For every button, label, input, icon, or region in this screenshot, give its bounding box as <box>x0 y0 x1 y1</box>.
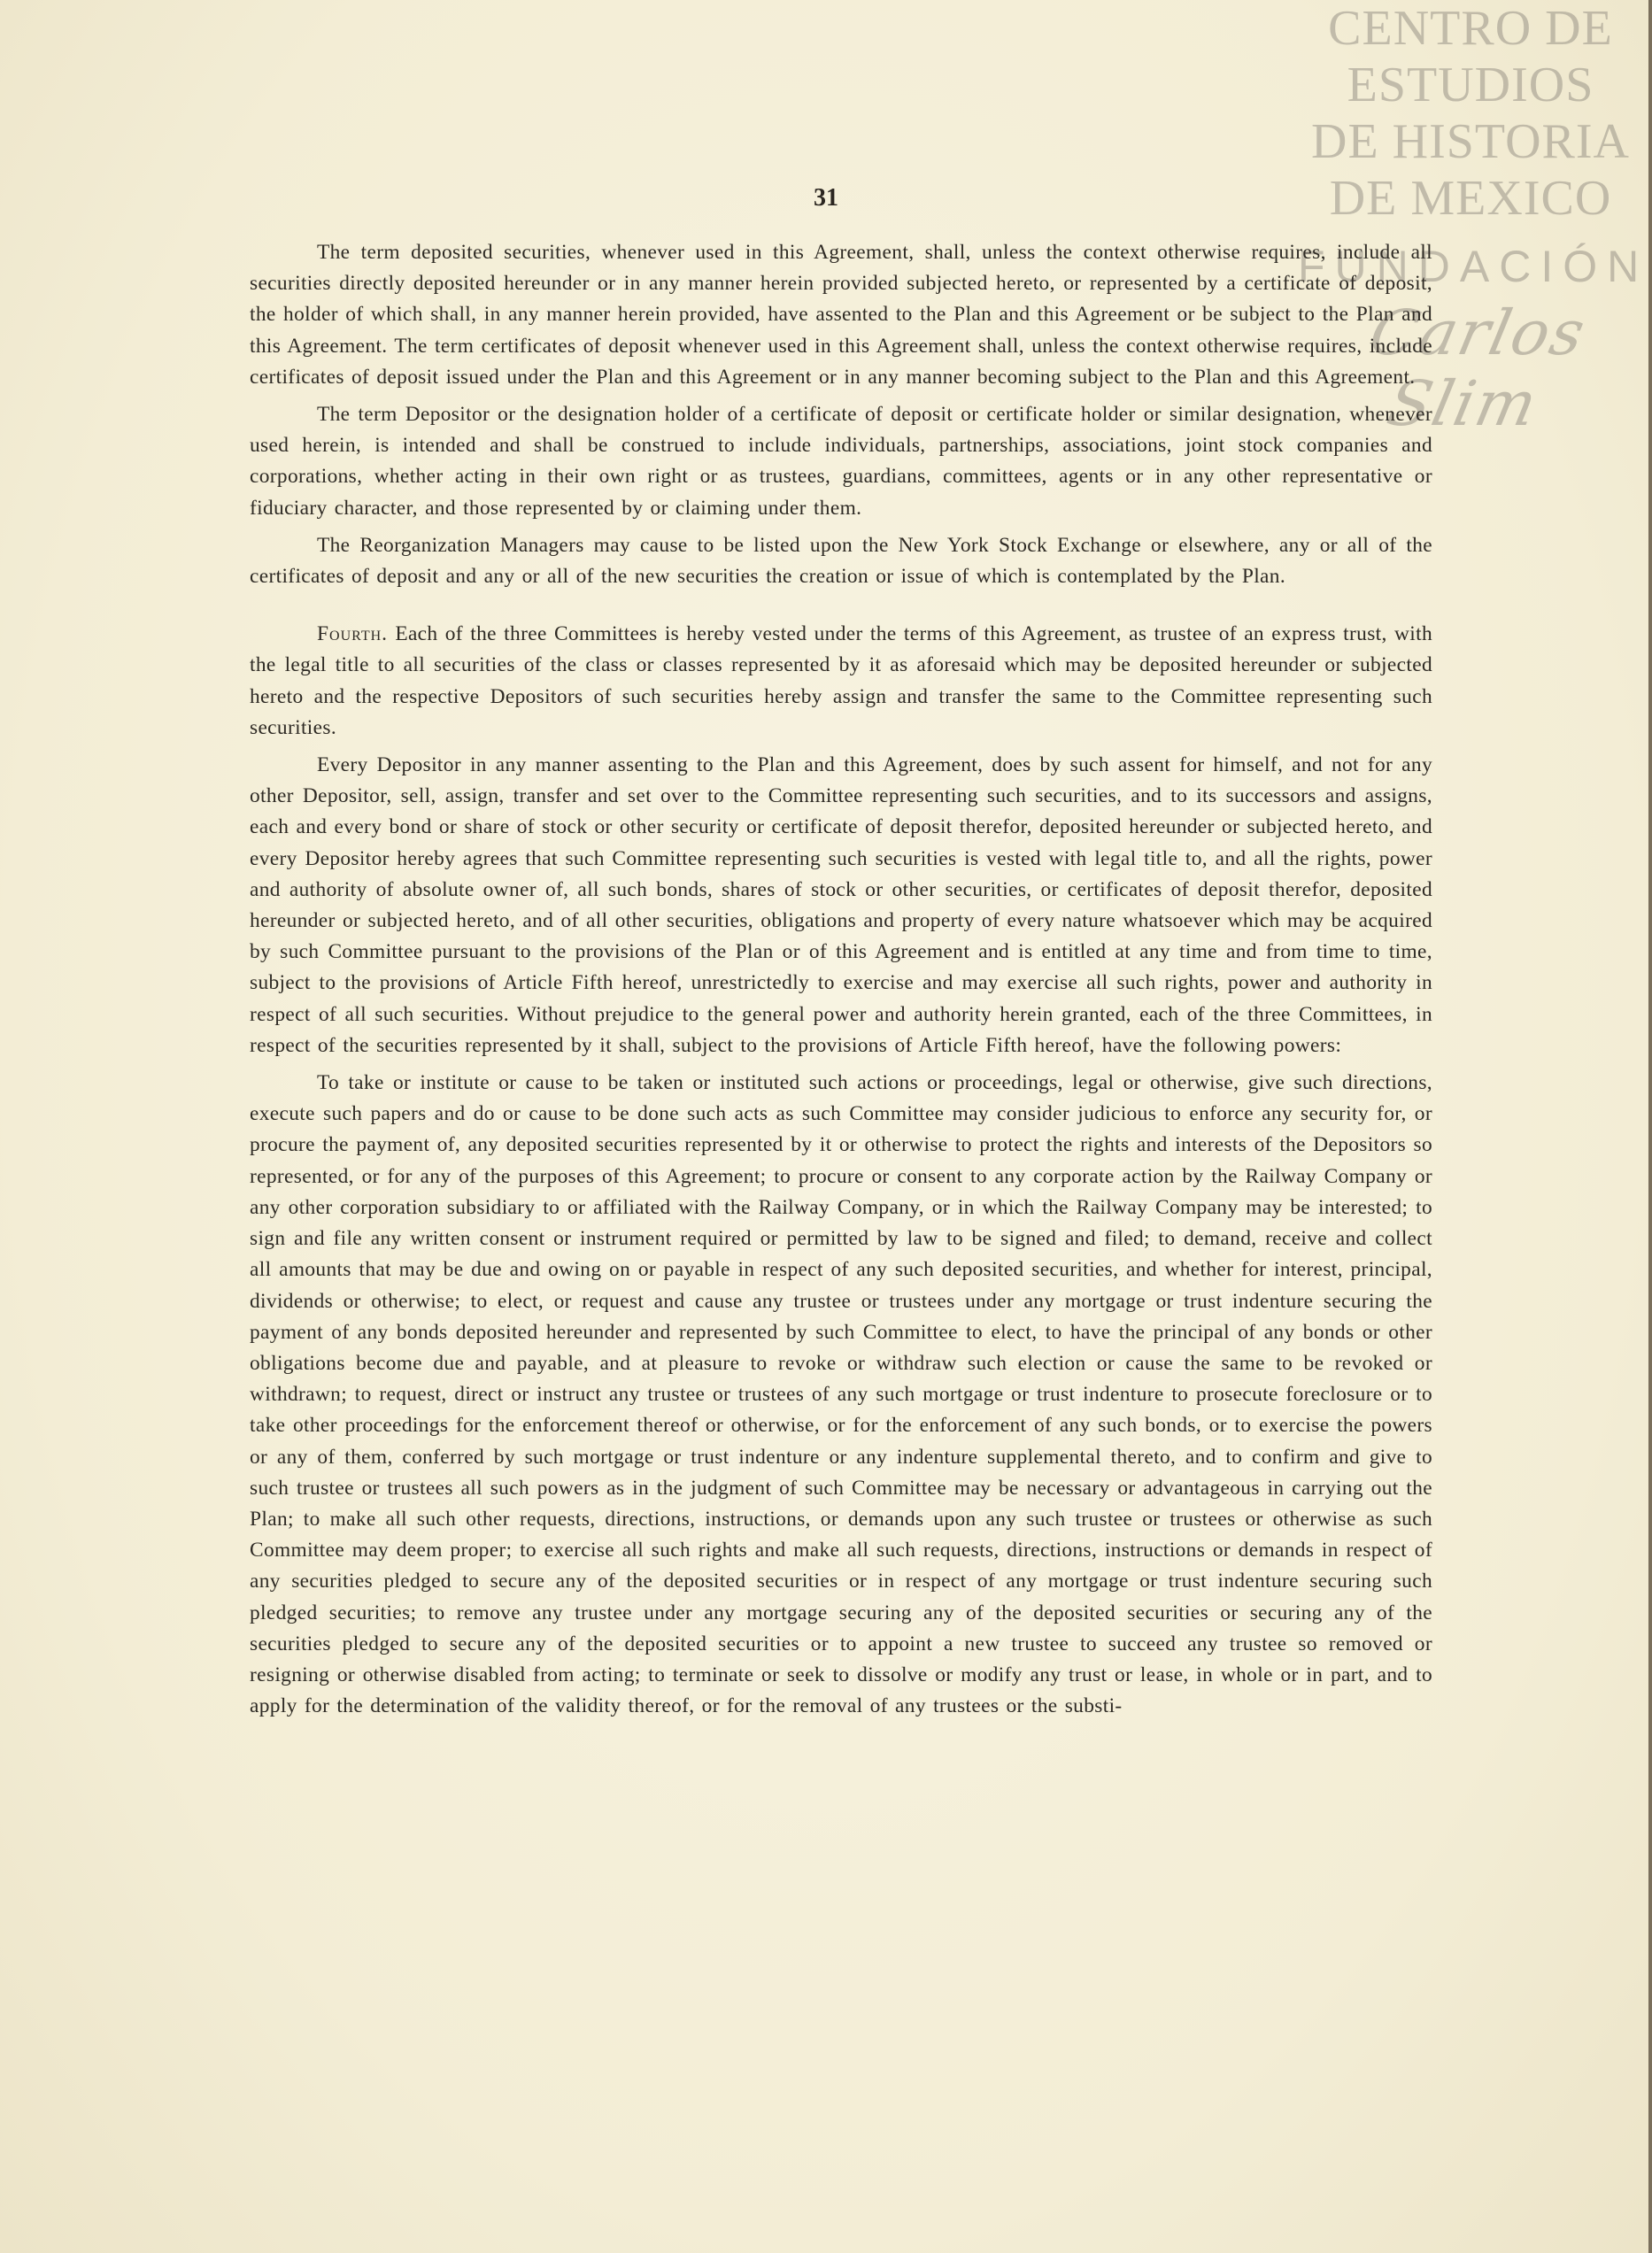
watermark-signature: Carlos Slim <box>1363 297 1593 440</box>
paragraph-stock-exchange-listing: The Reorganization Managers may cause to be listed upon the New York Stock Exchange or elsewhere, any or all of the certificates of deposit and any or all of the new securities the creation or issue of which is contemplated by the Plan. <box>250 533 1432 589</box>
page-number: 31 <box>814 184 838 212</box>
paragraph-depositor-term: The term Depositor or the designation holder of a certificate of deposit or certificate holder or similar designation, whenever used herein, is intended and shall be construed to include individuals, partnerships, associations, joint stock companies and corporations, whether acting in their own right or as trustees, guardians, committees, agents or in any other representative or fiduciary character, and those represented by or claiming under them. <box>250 403 1432 520</box>
watermark-foundation: FUNDACIÓN <box>1298 242 1649 291</box>
paragraph-depositor-assent: Every Depositor in any manner assenting to the Plan and this Agreement, does by such assent for himself, and not for any other Depositor, sell, assign, transfer and set over to the Committee representing such securities, and to its successors and assigns, each and every bond or share of stock or other security or certificate of deposit therefor, deposited hereunder or subjected hereto, and every Depositor hereby agrees that such Committee representing such securities is vested with legal title to, and all the rights, power and authority of absolute owner of, all such bonds, shares of stock or other securities, or certificates of deposit therefor, deposited hereunder or subjected hereto, and of all other securities, obligations and property of every nature whatsoever which may be acquired by such Committee pursuant to the provisions of the Plan or of this Agreement and is entitled at any time and from time to time, subject to the provisions of Article Fifth hereof, unrestrictedly to exercise and may exercise all such rights, power and authority in respect of all such securities. Without prejudice to the general power and authority herein granted, each of the three Committees, in respect of the securities represented by it shall, subject to the provisions of Article Fifth hereof, have the following powers: <box>250 753 1432 1057</box>
article-fourth-text: Each of the three Committees is hereby vested under the terms of this Agreement, as trustee of an express trust, with the legal title to all securities of the class or classes represented by it as aforesaid which may be deposited hereunder or subjected hereto and the respective Depositors of such securities hereby assign and transfer the same to the Committee representing such securities. <box>250 622 1432 739</box>
paragraph-article-fourth <box>250 619 1432 744</box>
paragraph-committee-powers: To take or institute or cause to be taken or instituted such actions or proceedings, legal or otherwise, give such directions, execute such papers and do or cause to be done such acts as such Committee may consider judicious to enforce any security for, or procure the payment of, any deposited securities represented by it or otherwise to protect the rights and interests of the Depositors so represented, or for any of the purposes of this Agreement; to procure or consent to any corporate action by the Railway Company or any other corporation subsidiary to or affiliated with the Railway Company, or in which the Railway Company may be interested; to sign and file any written consent or instrument required or permitted by law to be signed and filed; to demand, receive and collect all amounts that may be due and owing on or payable in respect of any such deposited securities, and whether for interest, principal, dividends or otherwise; to elect, or request and cause any trustee or trustees under any mortgage or trust indenture securing the payment of any bonds deposited hereunder and represented by such Committee to elect, to have the principal of any bonds or other obligations become due and payable, and at pleasure to revoke or withdraw such election or cause the same to be revoked or withdrawn; to request, direct or instruct any trustee or trustees of any such mortgage or trust indenture to prosecute foreclosure or to take other proceedings for the enforcement thereof or otherwise, or for the enforcement of any such bonds, or to exercise the powers or any of them, conferred by such mortgage or trust indenture or any indenture supplemental thereto, and to confirm and give to such trustee or trustees all such powers as in the judgment of such Committee may be necessary or advantageous in carrying out the Plan; to make all such other requests, directions, instructions, or demands upon any such trustee or trustees or otherwise as such Committee may deem proper; to exercise all such rights and make all such requests, directions, instructions or demands in respect of any securities pledged to secure any of the deposited securities or in respect of any mortgage or trust indenture securing such pledged securities; to remove any trustee under any mortgage securing any of the deposited securities or securing any of the securities pledged to secure any of the deposited securities or to appoint a new trustee to succeed any trustee so removed or resigning or otherwise disabled from acting; to terminate or seek to dissolve or modify any trust or lease, in whole or in part, and to apply for the determination of the validity thereof, or for the removal of any trustees or the substi- <box>250 1071 1432 1718</box>
article-heading: Fourth. <box>317 622 389 646</box>
watermark-line: DE HISTORIA <box>1311 114 1630 169</box>
watermark-line: CENTRO DE <box>1328 1 1613 56</box>
document-body <box>250 237 1432 1728</box>
paragraph-deposited-securities: The term deposited securities, whenever used in this Agreement, shall, unless the context otherwise requires, include all securities directly deposited hereunder or in any manner herein provided subjected hereto, or represented by a certificate of deposit, the holder of which shall, in any manner herein provided, have assented to the Plan and this Agreement or be subject to the Plan and this Agreement. The term certificates of deposit whenever used in this Agreement shall, unless the context otherwise requires, include certificates of deposit issued under the Plan and this Agreement or in any manner becoming subject to the Plan and this Agreement. <box>250 241 1432 389</box>
watermark-line: ESTUDIOS <box>1347 58 1594 112</box>
watermark-line: DE MEXICO <box>1329 171 1612 226</box>
